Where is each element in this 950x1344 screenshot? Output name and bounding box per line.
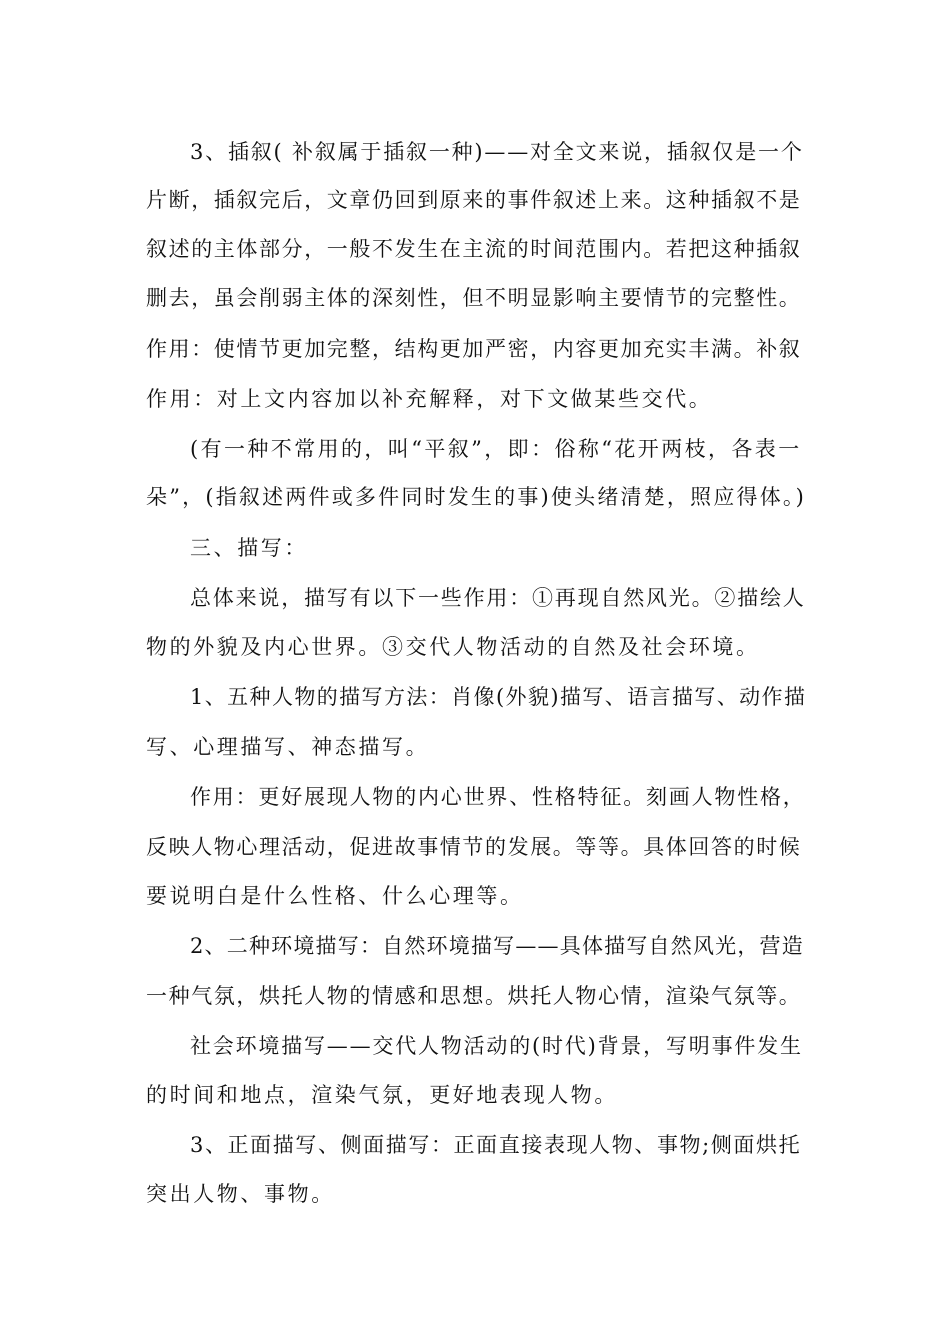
text-line: 一种气氛，烘托人物的情感和思想。烘托人物心情，渲染气氛等。 bbox=[146, 984, 802, 1008]
text-line: 删去，虽会削弱主体的深刻性，但不明显影响主要情节的完整性。 bbox=[146, 286, 802, 310]
text-line: (有一种不常用的，叫“平叙”，即：俗称“花开两枝，各表一 bbox=[190, 437, 802, 461]
text-line: 作用：更好展现人物的内心世界、性格特征。刻画人物性格， bbox=[190, 785, 806, 809]
text-line: 反映人物心理活动，促进故事情节的发展。等等。具体回答的时候 bbox=[146, 835, 802, 859]
text-line: 突出人物、事物。 bbox=[146, 1182, 335, 1206]
text-line: 3、正面描写、侧面描写：正面直接表现人物、事物;侧面烘托 bbox=[190, 1133, 802, 1157]
text-line: 3、插叙( 补叙属于插叙一种)——对全文来说，插叙仅是一个 bbox=[190, 140, 804, 164]
text-line: 写、心理描写、神态描写。 bbox=[146, 735, 430, 759]
text-line: 作用：使情节更加完整，结构更加严密，内容更加充实丰满。补叙 bbox=[146, 337, 802, 361]
text-line: 总体来说，描写有以下一些作用：①再现自然风光。②描绘人 bbox=[190, 586, 806, 610]
text-line: 1、五种人物的描写方法：肖像(外貌)描写、语言描写、动作描 bbox=[190, 685, 807, 709]
section-heading: 三、描写： bbox=[190, 536, 308, 560]
text-line: 作用：对上文内容加以补充解释，对下文做某些交代。 bbox=[146, 387, 713, 411]
text-line: 的时间和地点，渲染气氛，更好地表现人物。 bbox=[146, 1083, 618, 1107]
text-line: 社会环境描写——交代人物活动的(时代)背景，写明事件发生 bbox=[190, 1034, 803, 1058]
text-line: 朵”，(指叙述两件或多件同时发生的事)使头绪清楚，照应得体。) bbox=[146, 485, 807, 509]
text-line: 片断，插叙完后，文章仍回到原来的事件叙述上来。这种插叙不是 bbox=[146, 188, 802, 212]
text-line: 2、二种环境描写：自然环境描写——具体描写自然风光，营造 bbox=[190, 934, 804, 958]
text-line: 叙述的主体部分，一般不发生在主流的时间范围内。若把这种插叙 bbox=[146, 237, 802, 261]
text-line: 要说明白是什么性格、什么心理等。 bbox=[146, 884, 524, 908]
text-line: 物的外貌及内心世界。③交代人物活动的自然及社会环境。 bbox=[146, 635, 760, 659]
